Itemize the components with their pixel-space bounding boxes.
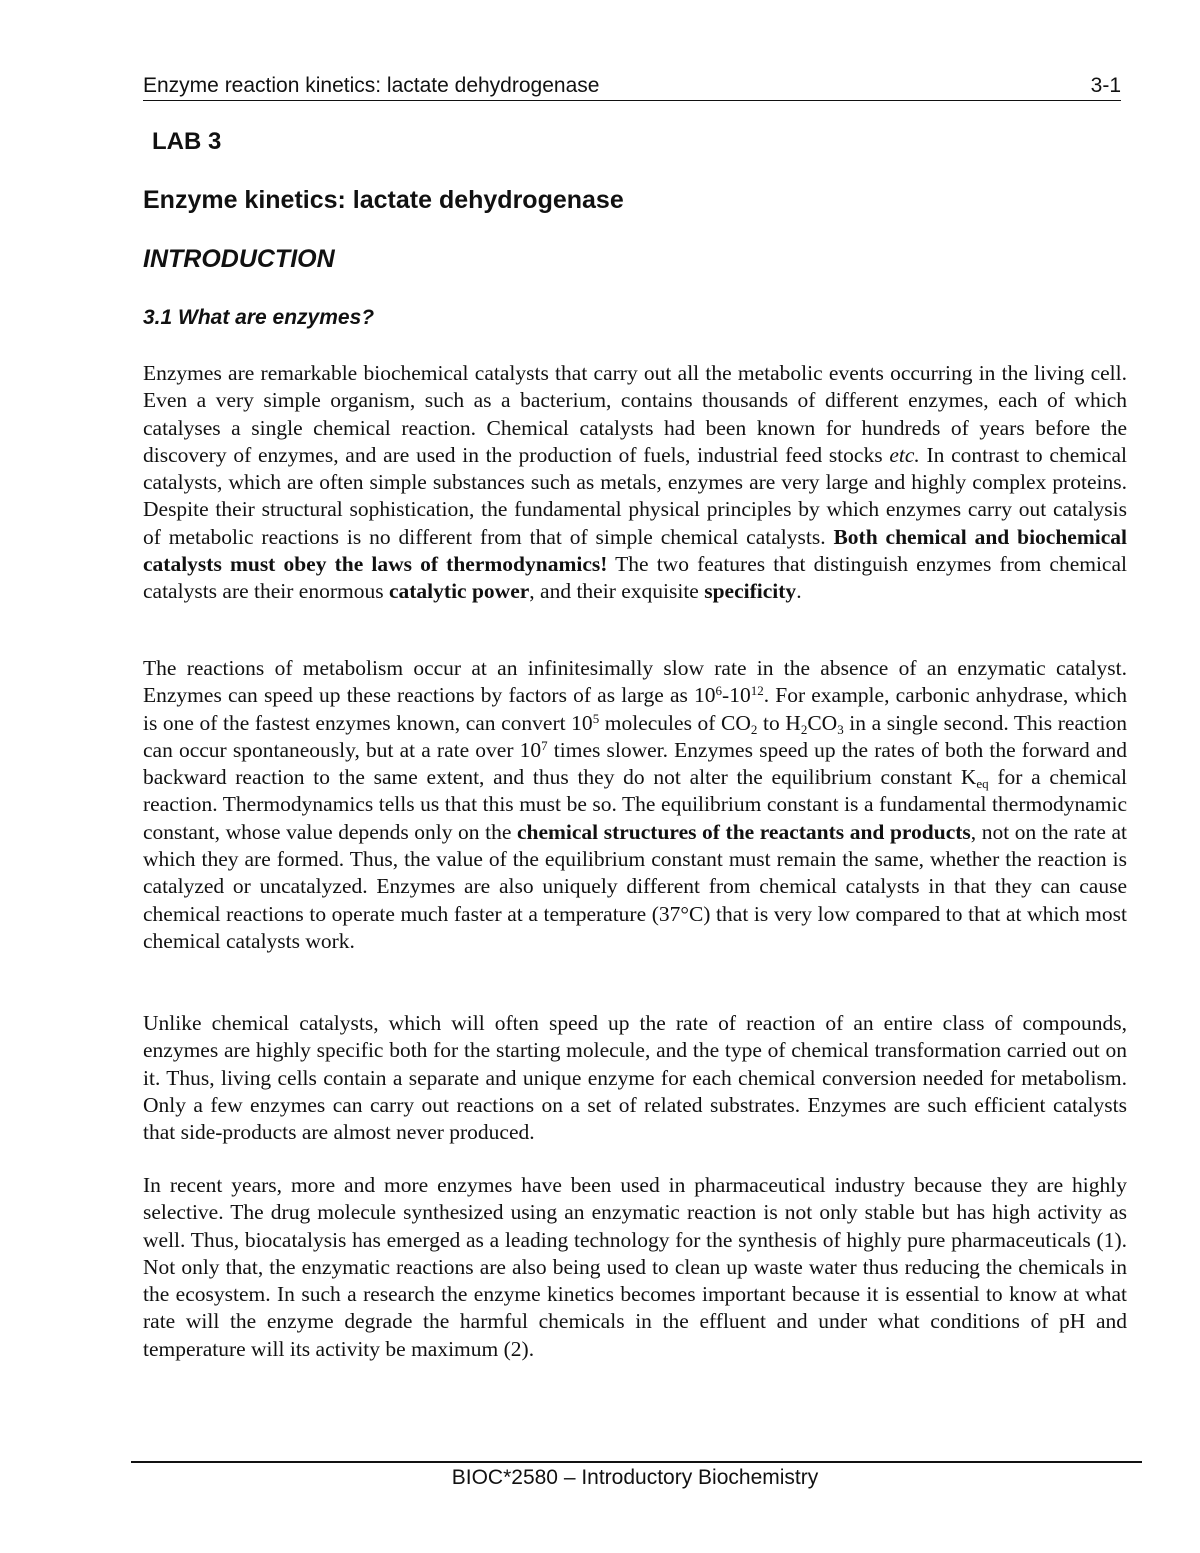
bold-thermodynamics-statement: Both chemical and biochemical catalysts must obey the laws of thermodynamics! bbox=[143, 524, 1127, 577]
paragraph-pharmaceutical: In recent years, more and more enzymes have been used in pharmaceutical industry because they are highly selective. The drug molecule synthesized using an enzymatic reaction is not only stable but has high activity as well. Thus, biocatalysis has emerged as a leading technology for the synthesis of highly pure pharmaceuticals (1). Not only that, the enzymatic reactions are also being used to clean up waste water thus reducing the chemicals in the ecosystem. In such a research the enzyme kinetics becomes important because it is essential to know at what rate will the enzyme degrade the harmful chemicals in the effluent and under what conditions of pH and temperature will its activity be maximum (2). bbox=[143, 1173, 1127, 1361]
document-title: Enzyme kinetics: lactate dehydrogenase bbox=[143, 186, 624, 214]
bold-chemical-structures: chemical structures of the reactants and products bbox=[516, 819, 971, 844]
page-footer: BIOC*2580 – Introductory Biochemistry bbox=[451, 1466, 819, 1489]
page-number: 3-1 bbox=[1090, 74, 1121, 97]
footer-divider bbox=[131, 1461, 1142, 1463]
introduction-heading: INTRODUCTION bbox=[143, 245, 335, 273]
paragraph-reaction-rates: The reactions of metabolism occur at an infinitesimally slow rate in the absence of an enzymatic catalyst. Enzymes can speed up these reactions by factors of as large as $10^6-10^{12}$. For example, carbonic anhydrase, which is one of the fastest enzymes known, can convert $10^5$ molecules of $CO_2$ to $H_2CO_3$ in a single second. This reaction can occur spontaneously, but at a rate over $10^7$ times slower. Enzymes speed up the rates of both the forward and backward reaction to the same extent, and thus they do not alter the equilibrium constant $K_{eq}$ for a chemical reaction. Thermodynamics tells us that this must be so. The equilibrium constant is a fundamental thermodynamic constant, whose value depends only on the chemical structures of the reactants and products, not on the rate at which they are formed. Thus, the value of the equilibrium constant must remain the same, whether the reaction is catalyzed or uncatalyzed. Enzymes are also uniquely different from chemical catalysts in that they can cause chemical reactions to operate much faster at a temperature (37°C) that is very low compared to that at which most chemical catalysts work. bbox=[143, 656, 1127, 953]
paragraph-specificity: Unlike chemical catalysts, which will often speed up the rate of reaction of an entire class of compounds, enzymes are highly specific both for the starting molecule, and the type of chemical transformation carried out on it. Thus, living cells contain a separate and unique enzyme for each chemical conversion needed for metabolism. Only a few enzymes can carry out reactions on a set of related substrates. Enzymes are such efficient catalysts that side-products are almost never produced. bbox=[143, 1011, 1127, 1145]
bold-specificity: specificity bbox=[704, 579, 797, 604]
bold-catalytic-power: catalytic power bbox=[388, 579, 530, 604]
lab-label: LAB 3 bbox=[152, 128, 222, 155]
section-heading: 3.1 What are enzymes? bbox=[143, 306, 375, 329]
page-header bbox=[143, 74, 1121, 101]
header-title: Enzyme reaction kinetics: lactate dehydrogenase bbox=[143, 74, 600, 97]
paragraph-what-are-enzymes: Enzymes are remarkable biochemical catalysts that carry out all the metabolic events occurring in the living cell. Even a very simple organism, such as a bacterium, contains thousands of different enzymes, each of which catalyses a single chemical reaction. Chemical catalysts had been known for hundreds of years before the discovery of enzymes, and are used in the production of fuels, industrial feed stocks etc. In contrast to chemical catalysts, which are often simple substances such as metals, enzymes are very large and highly complex proteins. Despite their structural sophistication, the fundamental physical principles by which enzymes carry out catalysis of metabolic reactions is no different from that of simple chemical catalysts. Both chemical and biochemical catalysts must obey the laws of thermodynamics! The two features that distinguish enzymes from chemical catalysts are their enormous catalytic power, and their exquisite specificity. bbox=[143, 361, 1127, 604]
